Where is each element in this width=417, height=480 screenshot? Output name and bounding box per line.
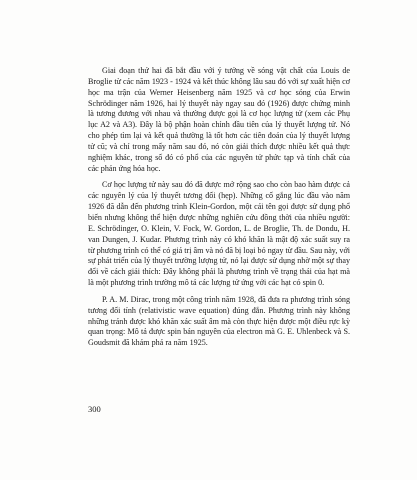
body-text: [88, 66, 350, 349]
paragraph-1: Giai đoạn thứ hai đã bắt đầu với ý tưởng về sóng vật chất của Louis de Broglie từ các năm 1923 - 1924 và kết thúc không lâu sau đó với sự xuất hiện cơ học ma trận của Werner Heisenberg năm 1925 và cơ học sóng của Erwin Schrödinger năm 1926, hai lý thuyết này ngay sau đó (1926) được chứng minh là tương đương với nhau và thường được gọi là cơ học lượng tử (xem các Phụ lục A2 và A3). Đây là bộ phận hoàn chỉnh đầu tiên của lý thuyết lượng tử. Nó cho phép tìm lại và kết quả thường là tốt hơn các tiên đoán của lý thuyết lượng tử cũ; và chỉ trong mấy năm sau đó, nó còn giải thích được nhiều kết quả thực nghiệm khác, trong số đó có phổ của các nguyên tử phức tạp và tính chất của các phản ứng hóa học.: [88, 66, 350, 173]
paragraph-3: P. A. M. Dirac, trong một công trình năm 1928, đã đưa ra phương trình sóng tương đối tính (relativistic wave equation) đúng đắn. Phương trình này không những tránh được khó khăn xác suất âm mà còn thực hiện được một điều rực kỳ quan trọng: Mô tả được spin bán nguyên của electron mà G. E. Uhlenbeck và S. Goudsmit đã khám phá ra năm 1925.: [88, 294, 350, 348]
page-number: 300: [88, 404, 101, 414]
paragraph-2: Cơ học lượng tử này sau đó đã được mở rộng sao cho còn bao hàm được cả các nguyên lý của lý thuyết tương đối (hẹp). Những cố gắng lúc đầu vào năm 1926 đã dẫn đến phương trình Klein-Gordon, một cái tên gọi được sử dụng phổ biến nhưng không thể hiện được những nghiên cứu đồng thời của nhiều người: E. Schrödinger, O. Klein, V. Fock, W. Gordon, L. de Broglie, Th. de Dondu, H. van Dungen, J. Kudar. Phương trình này có khó khăn là mật độ xác suất suy ra từ phương trình có thể có giá trị âm và nó đã bị loại bỏ ngay từ đầu. Sau này, với sự phát triển của lý thuyết trường lượng tử, nó lại được sử dụng nhờ một sự thay đổi về cách giải thích: Đây không phải là phương trình về trạng thái của hạt mà là một phương trình trường mô tả các lượng tử ứng với các hạt có spin 0.: [88, 180, 350, 288]
